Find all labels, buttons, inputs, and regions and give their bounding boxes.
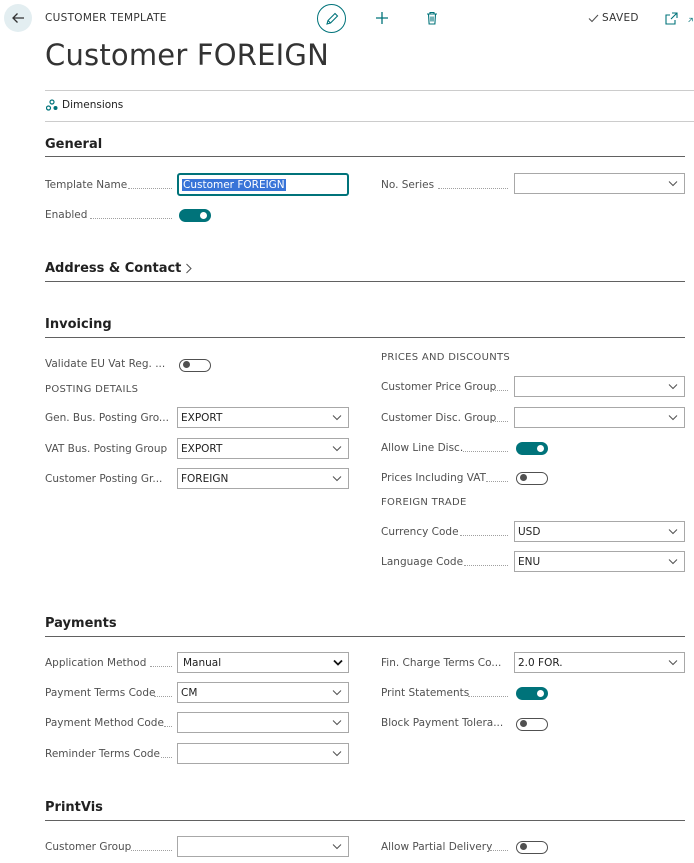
section-address-title: Address & Contact xyxy=(45,261,182,276)
application-method-value: Manual xyxy=(183,656,222,669)
currency-code-label: Currency Code xyxy=(381,526,459,538)
vat-bus-select[interactable] xyxy=(177,438,349,459)
leader-dots xyxy=(150,665,172,667)
prices-incl-vat-label: Prices Including VAT xyxy=(381,472,487,484)
saved-status xyxy=(588,12,639,24)
toggle-knob xyxy=(183,361,190,368)
reminder-terms-label: Reminder Terms Code xyxy=(45,748,161,760)
toggle-knob xyxy=(520,720,527,727)
chevron-down-icon xyxy=(668,528,678,535)
chevron-down-icon xyxy=(668,659,678,666)
chevron-down-icon xyxy=(332,843,342,850)
toggle-knob xyxy=(200,212,207,219)
dimensions-icon xyxy=(46,99,58,111)
section-invoicing-title[interactable]: Invoicing xyxy=(45,317,112,332)
allow-line-disc-toggle[interactable] xyxy=(516,442,548,455)
print-statements-toggle[interactable] xyxy=(516,687,548,700)
dimensions-label: Dimensions xyxy=(62,99,124,111)
divider xyxy=(45,121,694,122)
chevron-down-icon xyxy=(668,414,678,421)
prices-incl-vat-toggle[interactable] xyxy=(516,472,548,485)
chevron-down-icon xyxy=(668,383,678,390)
customer-group-label: Customer Group xyxy=(45,841,132,853)
cust-price-group-select[interactable] xyxy=(514,376,685,397)
leader-dots xyxy=(493,420,508,422)
chevron-down-icon xyxy=(332,750,342,757)
gen-bus-select[interactable] xyxy=(177,407,349,428)
enabled-toggle[interactable] xyxy=(179,209,211,222)
posting-details-heading: POSTING DETAILS xyxy=(45,384,139,395)
payment-method-select[interactable] xyxy=(177,712,349,733)
toggle-knob xyxy=(520,843,527,850)
collapse-button[interactable] xyxy=(688,11,694,25)
edit-button[interactable] xyxy=(317,4,346,33)
cust-posting-select[interactable] xyxy=(177,468,349,489)
chevron-down-icon xyxy=(332,445,342,452)
template-name-label: Template Name xyxy=(45,179,128,191)
pencil-icon xyxy=(325,12,339,26)
reminder-terms-select[interactable] xyxy=(177,743,349,764)
fin-charge-select[interactable] xyxy=(514,652,685,673)
allow-partial-toggle[interactable] xyxy=(516,841,548,854)
customer-group-select[interactable] xyxy=(177,836,349,857)
cust-posting-value: FOREIGN xyxy=(181,472,229,485)
trash-icon xyxy=(426,11,438,25)
chevron-down-icon xyxy=(332,475,342,482)
vat-bus-value: EXPORT xyxy=(181,442,223,455)
fin-charge-label: Fin. Charge Terms Co... xyxy=(381,657,502,669)
leader-dots xyxy=(490,849,508,851)
no-series-label: No. Series xyxy=(381,179,435,191)
leader-dots xyxy=(90,217,172,219)
payment-method-label: Payment Method Code xyxy=(45,717,164,729)
leader-dots xyxy=(464,564,508,566)
cust-disc-group-label: Customer Disc. Group xyxy=(381,412,497,424)
currency-code-select[interactable] xyxy=(514,521,685,542)
cust-posting-label: Customer Posting Gr... xyxy=(45,473,163,485)
leader-dots xyxy=(493,389,508,391)
divider xyxy=(45,90,694,91)
cust-price-group-label: Customer Price Group xyxy=(381,381,497,393)
plus-icon xyxy=(375,11,389,25)
toggle-knob xyxy=(537,445,544,452)
leader-dots xyxy=(438,187,508,189)
leader-dots xyxy=(468,695,508,697)
section-divider xyxy=(45,281,685,282)
section-divider xyxy=(45,156,685,157)
application-method-label: Application Method xyxy=(45,657,147,669)
chevron-right-icon xyxy=(185,263,192,274)
collapse-icon xyxy=(688,12,694,25)
breadcrumb: CUSTOMER TEMPLATE xyxy=(45,12,167,24)
gen-bus-value: EXPORT xyxy=(181,411,223,424)
leader-dots xyxy=(164,725,172,727)
section-divider xyxy=(45,820,685,821)
enabled-label: Enabled xyxy=(45,209,88,221)
currency-code-value: USD xyxy=(518,525,541,538)
saved-label: SAVED xyxy=(602,12,639,24)
leader-dots xyxy=(131,849,172,851)
chevron-down-icon xyxy=(668,558,678,565)
block-payment-toggle[interactable] xyxy=(516,718,548,731)
payment-terms-label: Payment Terms Code xyxy=(45,687,156,699)
chevron-down-icon xyxy=(332,414,342,421)
allow-partial-label: Allow Partial Delivery xyxy=(381,841,493,853)
prices-heading: PRICES AND DISCOUNTS xyxy=(381,352,511,363)
chevron-down-icon xyxy=(332,719,342,726)
chevron-down-icon xyxy=(333,659,343,666)
leader-dots xyxy=(460,534,508,536)
chevron-down-icon xyxy=(668,180,678,187)
new-button[interactable] xyxy=(374,10,390,26)
cust-disc-group-select[interactable] xyxy=(514,407,685,428)
section-address-header[interactable] xyxy=(45,261,192,276)
arrow-left-icon xyxy=(10,10,26,26)
leader-dots xyxy=(161,756,172,758)
fin-charge-value: 2.0 FOR. xyxy=(518,656,563,669)
back-button[interactable] xyxy=(4,4,32,32)
open-new-window-button[interactable] xyxy=(664,11,678,25)
section-printvis-title[interactable]: PrintVis xyxy=(45,800,103,815)
language-code-value: ENU xyxy=(518,555,541,568)
print-statements-label: Print Statements xyxy=(381,687,470,699)
block-payment-label: Block Payment Tolera... xyxy=(381,717,504,729)
leader-dots xyxy=(486,480,508,482)
delete-button[interactable] xyxy=(424,10,440,26)
open-new-window-icon xyxy=(665,12,678,25)
no-series-select[interactable] xyxy=(514,173,685,194)
template-name-input[interactable] xyxy=(177,173,349,196)
toggle-knob xyxy=(520,474,527,481)
dimensions-action[interactable] xyxy=(46,99,123,111)
section-general-title[interactable]: General xyxy=(45,137,103,152)
leader-dots xyxy=(128,187,172,189)
check-icon xyxy=(588,14,599,23)
validate-eu-toggle[interactable] xyxy=(179,359,211,372)
section-divider xyxy=(45,337,685,338)
page-title: Customer FOREIGN xyxy=(45,38,329,72)
chevron-down-icon xyxy=(332,689,342,696)
foreign-trade-heading: FOREIGN TRADE xyxy=(381,497,467,508)
template-name-value: Customer FOREIGN xyxy=(183,178,285,191)
vat-bus-label: VAT Bus. Posting Group xyxy=(45,443,168,455)
language-code-label: Language Code xyxy=(381,556,464,568)
toggle-knob xyxy=(537,690,544,697)
validate-eu-label: Validate EU Vat Reg. ... xyxy=(45,358,166,370)
payment-terms-select[interactable] xyxy=(177,682,349,703)
leader-dots xyxy=(154,695,172,697)
language-code-select[interactable] xyxy=(514,551,685,572)
allow-line-disc-label: Allow Line Disc. xyxy=(381,442,464,454)
gen-bus-label: Gen. Bus. Posting Gro... xyxy=(45,412,169,424)
section-divider xyxy=(45,636,685,637)
section-payments-title[interactable]: Payments xyxy=(45,616,117,631)
payment-terms-value: CM xyxy=(181,686,198,699)
leader-dots xyxy=(463,450,508,452)
application-method-select[interactable] xyxy=(177,652,349,673)
